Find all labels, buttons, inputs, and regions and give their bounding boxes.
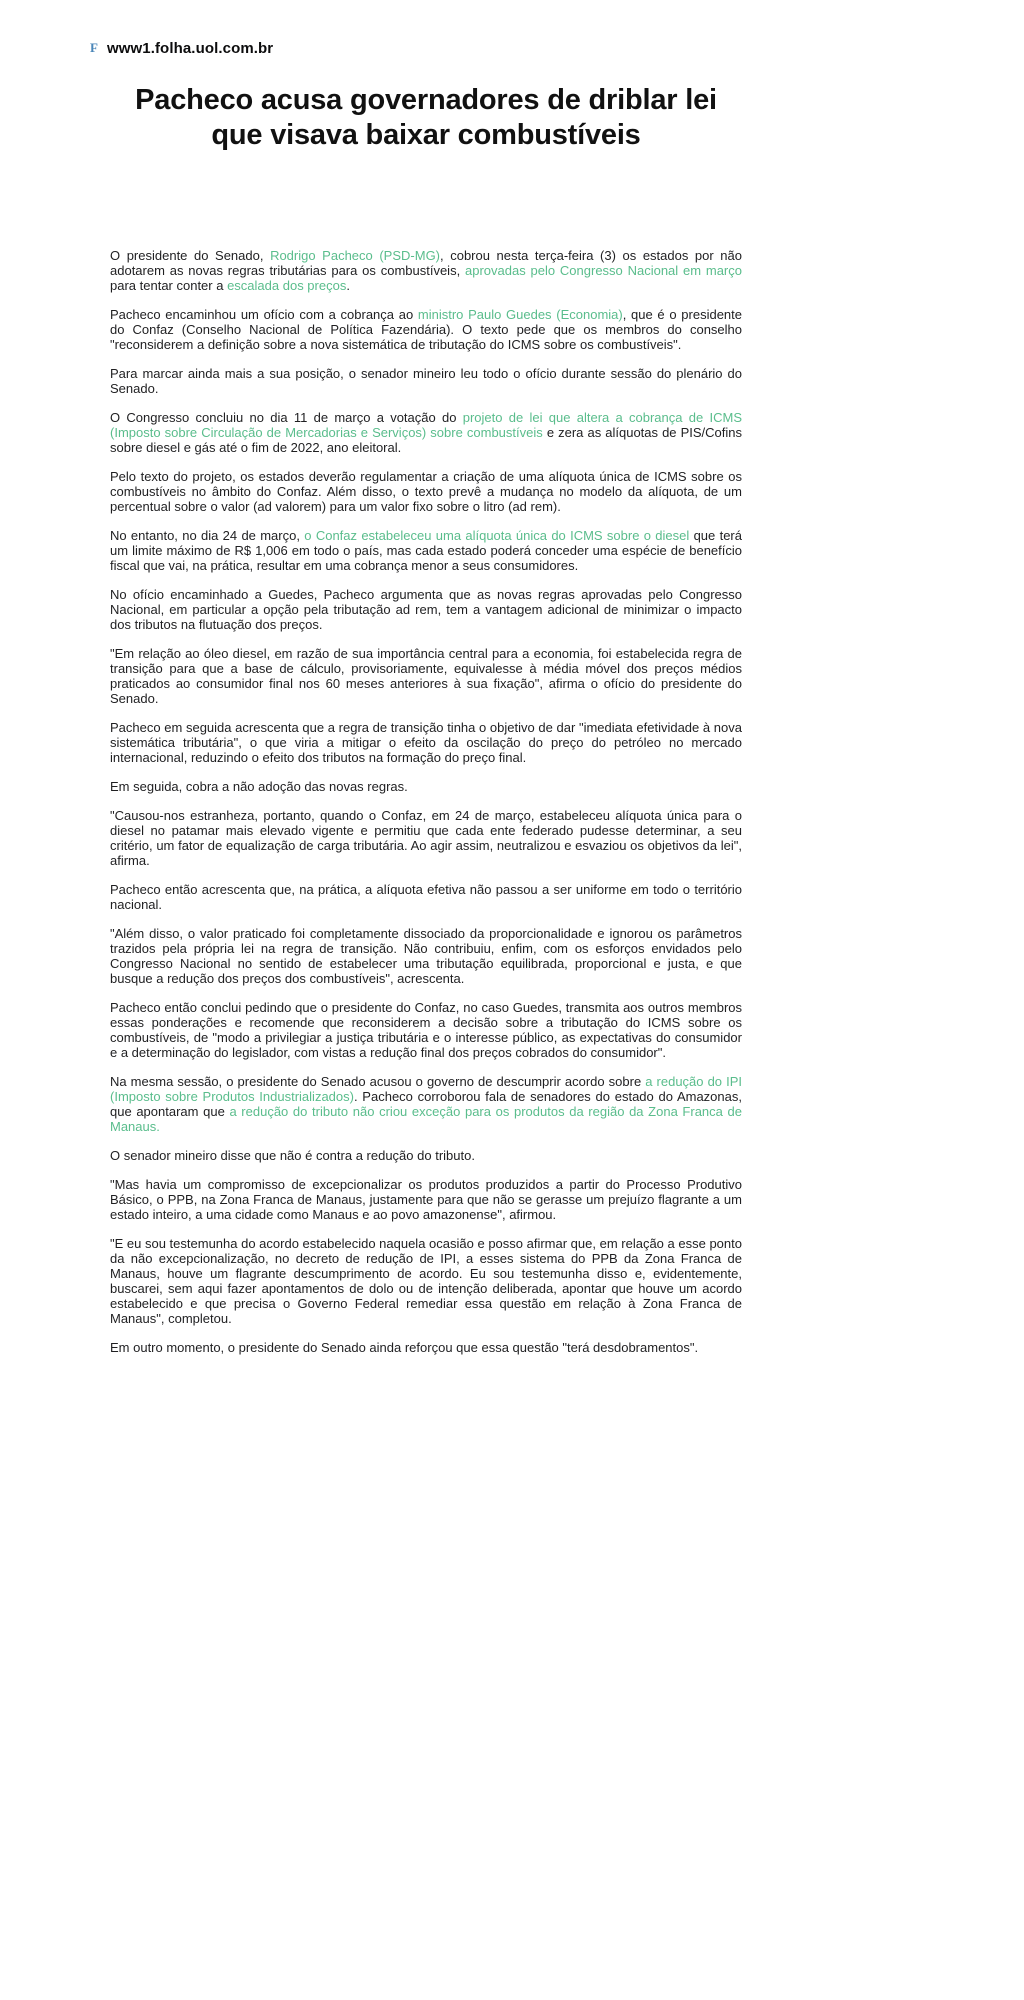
article-paragraph <box>110 720 742 765</box>
article-paragraph <box>110 1177 742 1222</box>
paragraph-text: Na mesma sessão, o presidente do Senado acusou o governo de descumprir acordo sobre <box>110 1073 646 1089</box>
paragraph-text: que terá um limite máximo de R$ 1,006 em todo o país, mas cada estado poderá conceder uma espécie de benefício fiscal que vai, na prática, resultar em uma cobrança menor a seus consumidores. <box>110 527 742 573</box>
paragraph-text: Pacheco então acrescenta que, na prática, a alíquota efetiva não passou a ser uniforme em todo o território nacional. <box>110 881 742 912</box>
inline-link[interactable]: ministro Paulo Guedes (Economia) <box>417 306 623 322</box>
paragraph-text: O senador mineiro disse que não é contra a redução do tributo. <box>110 1147 475 1163</box>
inline-link[interactable]: a redução do IPI (Imposto sobre Produtos Industrializados) <box>110 1073 742 1104</box>
article-paragraph <box>110 366 742 396</box>
paragraph-text: , que é o presidente do Confaz (Conselho Nacional de Política Fazendária). O texto pede que os membros do conselho "reconsiderem a definição sobre a nova sistemática de tributação do ICMS sobre os combustíveis". <box>110 306 743 352</box>
paragraph-text: para tentar conter a <box>110 277 228 293</box>
paragraph-text: No entanto, no dia 24 de março, <box>110 527 305 543</box>
article-paragraph <box>110 1340 742 1355</box>
article-paragraph <box>110 646 742 706</box>
article-paragraph <box>110 1236 742 1326</box>
inline-link[interactable]: projeto de lei que altera a cobrança de ICMS (Imposto sobre Circulação de Mercadorias e Serviços) sobre combustíveis <box>110 409 742 440</box>
paragraph-text: "Em relação ao óleo diesel, em razão de sua importância central para a economia, foi estabelecida regra de transição para que a base de cálculo, provisoriamente, equivalesse à média móvel dos preços médios praticados ao consumidor final nos 60 meses anteriores à sua fixação", afirma o ofício do presidente do Senado. <box>110 645 742 706</box>
paragraph-text: Pacheco encaminhou um ofício com a cobrança ao <box>110 306 418 322</box>
article-content <box>110 83 742 1355</box>
inline-link[interactable]: Rodrigo Pacheco (PSD-MG) <box>270 247 441 263</box>
paragraph-text: Em seguida, cobra a não adoção das novas regras. <box>110 778 408 794</box>
paragraph-text: . <box>346 277 350 293</box>
article-paragraph <box>110 307 742 352</box>
inline-link[interactable]: a redução do tributo não criou exceção para os produtos da região da Zona Franca de Manaus. <box>110 1103 742 1134</box>
paragraph-text: O Congresso concluiu no dia 11 de março a votação do <box>110 409 463 425</box>
article-body <box>110 248 742 1355</box>
inline-link[interactable]: aprovadas pelo Congresso Nacional em março <box>465 262 742 278</box>
paragraph-text: "E eu sou testemunha do acordo estabelecido naquela ocasião e posso afirmar que, em relação a esse ponto da não excepcionalização, no decreto de redução de IPI, a esses sistema do PPB da Zona Franca de Manaus, houve um flagrante descumprimento de acordo. Eu sou testemunha disso e, evidentemente, buscarei, sem aqui fazer apontamentos de dolo ou de intenção deliberada, apontar que houve um acordo estabelecido e que precisa o Governo Federal remediar essa questão em relação à Zona Franca de Manaus", completou. <box>110 1235 742 1326</box>
article-paragraph <box>110 926 742 986</box>
paragraph-text: O presidente do Senado, <box>110 247 271 263</box>
paragraph-text: "Mas havia um compromisso de excepcionalizar os produtos produzidos a partir do Processo Produtivo Básico, o PPB, na Zona Franca de Manaus, justamente para que não se gerasse um prejuízo flagrante a um estado inteiro, a uma cidade como Manaus e ao povo amazonense", afirmou. <box>110 1176 742 1222</box>
paragraph-text: Para marcar ainda mais a sua posição, o senador mineiro leu todo o ofício durante sessão do plenário do Senado. <box>110 365 742 396</box>
site-favicon-icon: F <box>90 40 98 55</box>
paragraph-text: No ofício encaminhado a Guedes, Pacheco argumenta que as novas regras aprovadas pelo Congresso Nacional, em particular a opção pela tributação ad rem, tem a vantagem adicional de minimizar o impacto dos tributos na flutuação dos preços. <box>110 586 742 632</box>
article-paragraph <box>110 587 742 632</box>
inline-link[interactable]: escalada dos preços <box>227 277 347 293</box>
inline-link[interactable]: o Confaz estabeleceu uma alíquota única do ICMS sobre o diesel <box>304 527 690 543</box>
paragraph-text: "Além disso, o valor praticado foi completamente dissociado da proporcionalidade e ignorou os parâmetros trazidos pela própria lei na regra de transição. Não contribuiu, enfim, com os esforços envidados pelo Congresso Nacional no sentido de estabelecer uma tributação equilibrada, proporcional e justa, e que busque a redução dos preços dos combustíveis", acrescenta. <box>110 925 742 986</box>
paragraph-text: Pelo texto do projeto, os estados deverão regulamentar a criação de uma alíquota única de ICMS sobre os combustíveis no âmbito do Confaz. Além disso, o texto prevê a mudança no modelo da alíquota, de um percentual sobre o valor (ad valorem) para um valor fixo sobre o litro (ad rem). <box>110 468 742 514</box>
article-paragraph <box>110 528 742 573</box>
site-header <box>0 0 1024 57</box>
site-domain[interactable]: www1.folha.uol.com.br <box>106 40 274 57</box>
article-paragraph <box>110 1000 742 1060</box>
paragraph-text: "Causou-nos estranheza, portanto, quando o Confaz, em 24 de março, estabeleceu alíquota única para o diesel no patamar mais elevado vigente e permitiu que cada ente federado pudesse determinar, a seu critério, um fator de equalização de carga tributária. Ao agir assim, neutralizou e esvaziou os objetivos da lei", afirma. <box>110 807 742 868</box>
paragraph-text: e zera as alíquotas de PIS/Cofins sobre diesel e gás até o fim de 2022, ano eleitoral. <box>110 424 743 455</box>
paragraph-text: Pacheco então conclui pedindo que o presidente do Confaz, no caso Guedes, transmita aos outros membros essas ponderações e recomende que reconsiderem a decisão sobre a tributação do ICMS sobre os combustíveis, de "modo a privilegiar a justiça tributária e o interesse público, as expectativas do consumidor e a determinação do legislador, com vistas a redução final dos preços cobrados do consumidor". <box>110 999 742 1060</box>
article-paragraph <box>110 1148 742 1163</box>
article-paragraph <box>110 882 742 912</box>
article-paragraph <box>110 779 742 794</box>
article-paragraph <box>110 808 742 868</box>
paragraph-text: Pacheco em seguida acrescenta que a regra de transição tinha o objetivo de dar "imediata efetividade à nova sistemática tributária", o que viria a mitigar o efeito da oscilação do preço do petróleo no mercado internacional, reduzindo o efeito dos tributos na formação do preço final. <box>110 719 742 765</box>
article-paragraph <box>110 1074 742 1134</box>
article-paragraph <box>110 469 742 514</box>
article-paragraph <box>110 410 742 455</box>
article-paragraph <box>110 248 742 293</box>
paragraph-text: Em outro momento, o presidente do Senado ainda reforçou que essa questão "terá desdobramentos". <box>110 1339 699 1355</box>
paragraph-text: . Pacheco corroborou fala de senadores do estado do Amazonas, que apontaram que <box>110 1088 742 1119</box>
paragraph-text: , cobrou nesta terça-feira (3) os estados por não adotarem as novas regras tributárias para os combustíveis, <box>110 247 742 278</box>
article-title: Pacheco acusa governadores de driblar lei que visava baixar combustíveis <box>135 84 717 152</box>
